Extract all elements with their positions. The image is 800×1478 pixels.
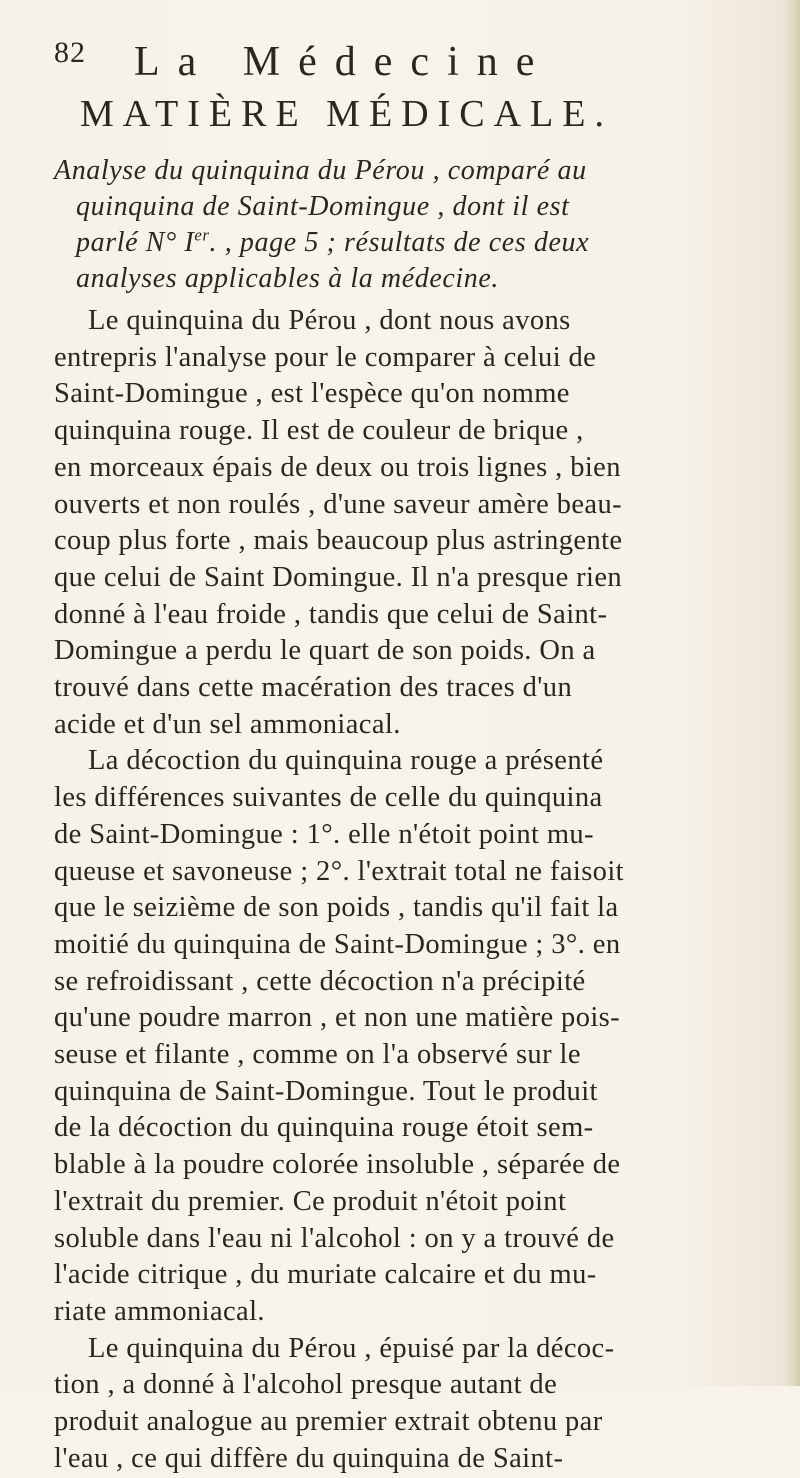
text-line: coup plus forte , mais beaucoup plus astringente xyxy=(54,525,623,557)
text-line: quinquina rouge. Il est de couleur de brique , xyxy=(54,415,584,447)
text-line: entrepris l'analyse pour le comparer à celui de xyxy=(54,341,597,373)
heading-line: quinquina de Saint-Domingue , dont il est xyxy=(76,191,570,222)
text-line: trouvé dans cette macération des traces d'un xyxy=(54,672,573,704)
text-line: tion , a donné à l'alcohol presque autant de xyxy=(54,1369,558,1401)
text-line: que le seizième de son poids , tandis qu'il fait la xyxy=(54,892,619,924)
text-line: acide et d'un sel ammoniacal. xyxy=(54,708,401,740)
text-line: quinquina de Saint-Domingue. Tout le produit xyxy=(54,1075,598,1107)
text-line: riate ammoniacal. xyxy=(54,1295,265,1327)
text-line: produit analogue au premier extrait obtenu par xyxy=(54,1406,603,1438)
superscript: er xyxy=(194,225,210,245)
text-line: en morceaux épais de deux ou trois lignes , bien xyxy=(54,451,621,483)
text-line: Domingue a perdu le quart de son poids. On a xyxy=(54,635,596,667)
page-edge-shadow xyxy=(782,0,800,1386)
text-line: donné à l'eau froide , tandis que celui de Saint- xyxy=(54,598,608,630)
heading-fragment: parlé N° I xyxy=(76,227,195,258)
text-line: moitié du quinquina de Saint-Domingue ; 3°. en xyxy=(54,928,621,960)
heading-fragment: . , page 5 ; résultats de ces deux xyxy=(209,227,590,258)
text-line: queuse et savoneuse ; 2°. l'extrait total ne faisoit xyxy=(54,855,624,887)
text-line: l'extrait du premier. Ce produit n'étoit point xyxy=(54,1185,567,1217)
text-line: blable à la poudre colorée insoluble , séparée de xyxy=(54,1149,621,1181)
text-line: La décoction du quinquina rouge a présenté xyxy=(88,745,604,777)
article-heading xyxy=(54,153,774,297)
running-head: La Médecine xyxy=(134,39,553,85)
body-text xyxy=(54,303,774,1478)
text-line: les différences suivantes de celle du quinquina xyxy=(54,782,603,814)
text-line: Saint-Domingue , est l'espèce qu'on nomme xyxy=(54,378,570,410)
text-line: se refroidissant , cette décoction n'a précipité xyxy=(54,965,586,997)
page-header xyxy=(54,36,754,96)
text-line: ouverts et non roulés , d'une saveur amère beau- xyxy=(54,488,623,520)
section-title: MATIÈRE MÉDICALE. xyxy=(80,93,613,135)
heading-line xyxy=(54,225,774,261)
text-line: seuse et filante , comme on l'a observé sur le xyxy=(54,1039,581,1071)
text-line: soluble dans l'eau ni l'alcohol : on y a trouvé de xyxy=(54,1222,615,1254)
text-line: Le quinquina du Pérou , dont nous avons xyxy=(88,305,571,336)
text-line: Le quinquina du Pérou , épuisé par la décoc- xyxy=(88,1332,615,1364)
text-line: l'eau , ce qui diffère du quinquina de Saint- xyxy=(54,1442,564,1474)
text-line: qu'une poudre marron , et non une matière pois- xyxy=(54,1002,621,1034)
page-number: 82 xyxy=(54,36,86,69)
text-line: l'acide citrique , du muriate calcaire et du mu- xyxy=(54,1259,597,1291)
heading-line: analyses applicables à la médecine. xyxy=(76,263,500,294)
text-line: que celui de Saint Domingue. Il n'a presque rien xyxy=(54,561,623,593)
text-line: de la décoction du quinquina rouge étoit sem- xyxy=(54,1112,594,1144)
heading-line: Analyse du quinquina du Pérou , comparé au xyxy=(54,155,587,186)
text-line: de Saint-Domingue : 1°. elle n'étoit point mu- xyxy=(54,818,594,850)
